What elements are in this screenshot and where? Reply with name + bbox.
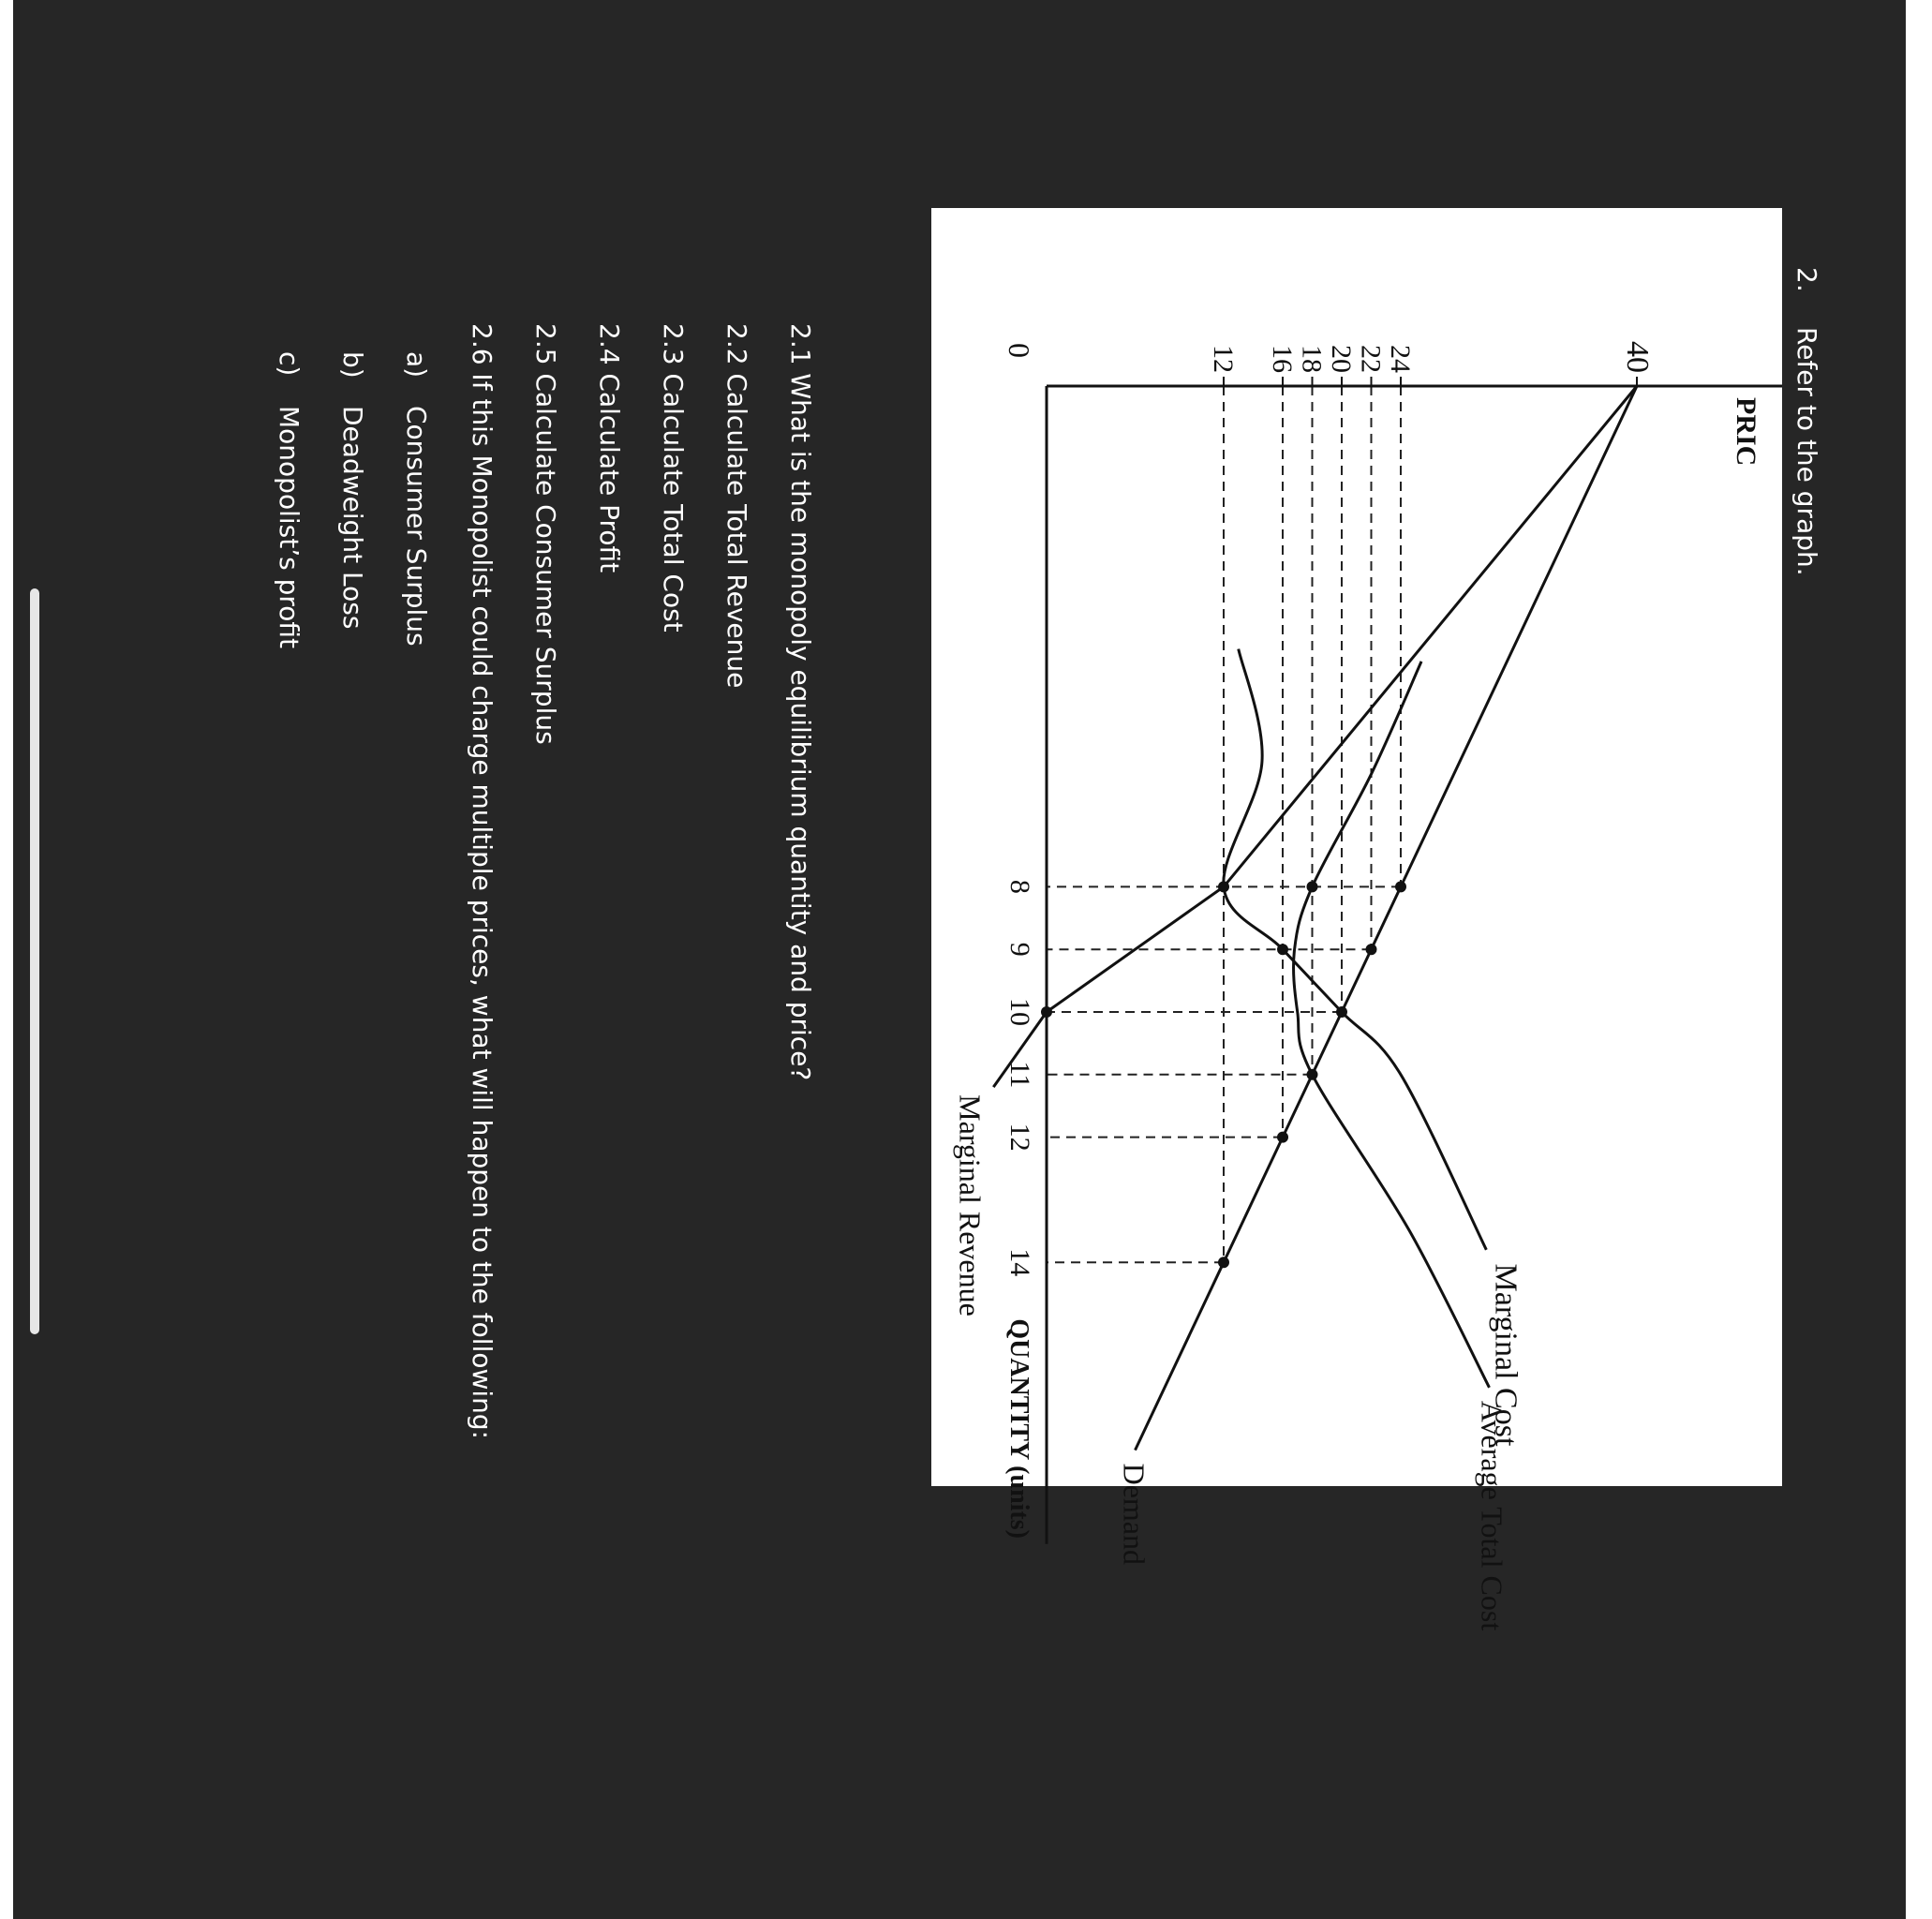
marginal-cost-label: Marginal Cost — [1488, 1263, 1523, 1447]
subitem-letter: b) — [337, 351, 368, 379]
monopoly-graph-svg — [931, 208, 1782, 1631]
question-subitem — [337, 351, 368, 630]
equilibrium-point — [1395, 881, 1406, 892]
x-axis-label: QUANTITY (units) — [1004, 1318, 1033, 1539]
y-tick-label: 12 — [1208, 345, 1239, 373]
demand-label: Demand — [1117, 1463, 1152, 1566]
subitem-text: Consumer Surplus — [401, 406, 432, 647]
question-subitem — [401, 351, 432, 647]
rotated-document — [13, 0, 1932, 1919]
question-title-text: Refer to the graph. — [1791, 327, 1822, 576]
vertical-scrollbar[interactable] — [30, 588, 39, 1334]
subitem-letter: a) — [401, 351, 432, 379]
subitem-text: Deadweight Loss — [337, 406, 368, 630]
app-window — [13, 0, 1906, 1919]
y-tick-label: 18 — [1296, 345, 1328, 373]
question-item: 2.5 Calculate Consumer Surplus — [530, 323, 561, 745]
subitem-letter: c) — [274, 351, 305, 377]
question-item: 2.1 What is the monopoly equilibrium quantity and price? — [785, 323, 816, 1081]
equilibrium-point — [1218, 881, 1229, 892]
equilibrium-point — [1277, 944, 1288, 955]
x-tick-label: 12 — [1004, 1123, 1035, 1152]
equilibrium-point — [1366, 944, 1377, 955]
question-item: 2.6 If this Monopolist could charge multiple prices, what will happen to the following: — [467, 323, 498, 1440]
average-total-cost-label: Average Total Cost — [1475, 1400, 1509, 1631]
average-total-cost-curve — [1294, 662, 1490, 1388]
origin-label: 0 — [1003, 343, 1036, 358]
question-item: 2.3 Calculate Total Cost — [658, 323, 689, 632]
equilibrium-point — [1336, 1006, 1347, 1018]
question-subitem — [274, 351, 305, 648]
y-axis-label: PRIC — [1731, 397, 1761, 467]
equilibrium-point — [1218, 1257, 1229, 1268]
equilibrium-point — [1041, 1006, 1052, 1018]
equilibrium-point — [1307, 1069, 1318, 1080]
y-tick-label: 20 — [1326, 345, 1357, 373]
x-tick-label: 10 — [1004, 998, 1035, 1026]
x-tick-label: 9 — [1004, 942, 1035, 957]
question-number: 2. — [1791, 267, 1822, 292]
equilibrium-point — [1307, 881, 1318, 892]
equilibrium-point — [1277, 1132, 1288, 1143]
subitem-text: Monopolist’s profit — [274, 406, 305, 648]
question-item: 2.4 Calculate Profit — [594, 323, 625, 573]
y-tick-label: 22 — [1355, 345, 1387, 373]
x-tick-label: 8 — [1004, 879, 1035, 894]
marginal-revenue-label: Marginal Revenue — [953, 1094, 988, 1317]
y-tick-label: 24 — [1385, 345, 1416, 373]
demand-curve — [1136, 386, 1638, 1450]
x-tick-label: 11 — [1004, 1061, 1035, 1089]
y-tick-label: 16 — [1267, 345, 1298, 373]
x-tick-label: 14 — [1004, 1248, 1035, 1277]
question-item: 2.2 Calculate Total Revenue — [721, 323, 752, 689]
monopoly-graph — [931, 208, 1782, 1631]
question-title — [1793, 267, 1820, 576]
y-tick-label: 40 — [1620, 341, 1655, 373]
